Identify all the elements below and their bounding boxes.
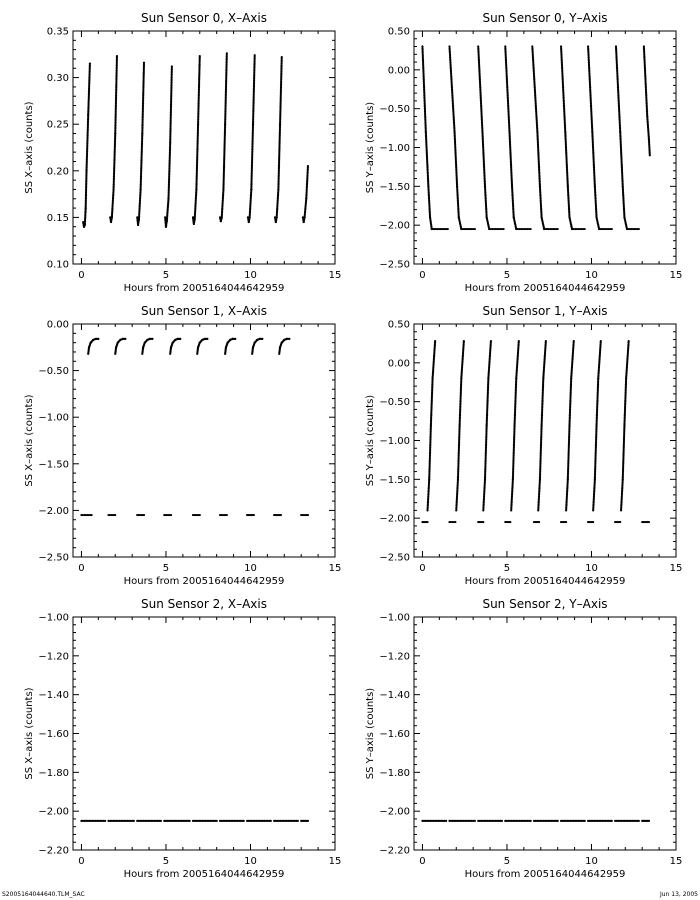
data-segment [136,62,145,226]
data-point [206,338,208,340]
data-point [502,228,504,230]
y-tick-label: −0.50 [379,397,410,409]
x-tick-label: 5 [503,563,511,574]
data-point [280,514,282,516]
data-segment [448,521,456,523]
x-tick-label: 10 [585,856,598,867]
data-point [89,63,91,65]
y-axis-label: SS Y–axis (counts) [365,394,376,487]
chart-panel-0 [24,11,341,294]
data-segment [587,521,594,523]
y-tick-label: −1.50 [379,181,410,193]
data-segment [251,338,263,355]
chart-panel-2 [24,304,341,587]
data-point [307,165,309,167]
y-tick-label: −2.00 [379,806,410,818]
y-tick-label: 0.10 [46,259,69,271]
data-point [611,820,613,822]
data-point [474,820,476,822]
data-point [638,228,640,230]
data-point [114,514,116,516]
y-tick-label: −1.40 [379,690,410,702]
data-point [179,338,181,340]
data-point [104,820,106,822]
data-segment [504,521,511,523]
y-tick-label: −2.00 [38,505,69,517]
data-segment [136,820,162,822]
data-segment [300,820,309,822]
data-segment [164,65,173,228]
y-tick-label: −1.00 [379,612,410,624]
data-segment [302,165,309,223]
x-tick-label: 0 [419,856,426,867]
data-segment [169,338,181,355]
data-segment [560,45,586,230]
data-point [199,514,201,516]
data-point [151,338,153,340]
data-segment [274,56,283,223]
data-segment [455,340,465,512]
data-point [226,52,228,54]
data-point [518,340,520,342]
data-segment [300,514,309,516]
chart-title: Sun Sensor 2, Y–Axis [482,597,608,611]
data-point [124,338,126,340]
y-tick-label: 0.00 [387,358,410,370]
data-segment [82,63,91,228]
data-segment [592,340,602,512]
chart-title: Sun Sensor 0, X–Axis [141,11,267,25]
y-tick-label: −1.80 [379,767,410,779]
data-point [160,820,162,822]
data-point [189,820,191,822]
data-segment [560,521,567,523]
chart-title: Sun Sensor 0, Y–Axis [482,11,608,25]
data-segment [163,514,172,516]
data-point [474,228,476,230]
data-point [171,65,173,67]
data-point [545,340,547,342]
data-point [648,521,650,523]
data-segment [421,45,449,230]
data-segment [614,820,640,822]
data-segment [246,820,272,822]
y-tick-label: −0.50 [38,366,69,378]
data-segment [533,521,540,523]
data-segment [109,55,118,223]
y-tick-label: 0.20 [46,166,69,178]
data-point [270,820,272,822]
data-segment [273,820,299,822]
data-segment [196,338,208,355]
data-segment [87,338,99,355]
data-segment [136,514,145,516]
y-tick-label: 0.00 [46,319,69,331]
data-segment [107,514,116,516]
data-series [421,340,650,523]
data-point [649,154,651,156]
x-tick-label: 5 [162,856,170,867]
x-axis-label: Hours from 2005164044642959 [123,576,285,587]
data-segment [421,820,447,822]
data-point [143,514,145,516]
data-point [454,521,456,523]
chart-title: Sun Sensor 1, X–Axis [141,304,267,318]
data-point [530,820,532,822]
x-axis-label: Hours from 2005164044642959 [123,869,285,880]
data-segment [477,521,484,523]
data-segment [247,54,256,223]
data-point [557,228,559,230]
data-segment [531,45,559,230]
data-segment [587,45,613,230]
x-tick-label: 15 [328,270,342,281]
data-series [80,820,309,822]
y-axis-label: SS Y–axis (counts) [365,101,376,194]
x-axis-label: Hours from 2005164044642959 [464,576,626,587]
y-tick-label: −1.80 [38,767,69,779]
y-tick-label: 0.35 [46,26,69,38]
data-point [557,820,559,822]
data-point [254,54,256,56]
x-tick-label: 15 [328,856,342,867]
y-tick-label: 0.50 [387,319,410,331]
data-point [490,340,492,342]
data-segment [643,45,651,156]
data-segment [107,820,135,822]
data-point [199,55,201,57]
data-series [421,820,650,822]
x-tick-label: 10 [244,563,257,574]
data-segment [504,45,532,230]
data-segment [560,820,586,822]
data-segment [504,820,532,822]
data-segment [421,521,428,523]
data-point [307,514,309,516]
data-segment [641,820,650,822]
data-series [82,52,309,228]
x-tick-label: 5 [162,270,170,281]
data-segment [587,820,613,822]
data-point [592,521,594,523]
data-segment [448,45,476,230]
y-tick-label: −1.50 [38,459,69,471]
data-segment [565,340,575,512]
data-point [600,340,602,342]
data-point [628,340,630,342]
data-point [573,340,575,342]
x-tick-label: 0 [78,563,85,574]
data-segment [641,521,650,523]
data-series [421,45,651,230]
data-segment [192,514,201,516]
data-point [447,228,449,230]
data-segment [482,340,492,512]
data-point [538,521,540,523]
data-point [530,228,532,230]
data-segment [224,338,236,355]
y-tick-label: 0.30 [46,73,69,85]
y-tick-label: −2.50 [379,552,410,564]
data-segment [192,820,218,822]
y-tick-label: 0.15 [46,212,69,224]
data-point [434,340,436,342]
data-segment [219,52,228,222]
data-point [611,228,613,230]
chart-panel-4 [24,597,341,880]
data-point [116,55,118,57]
y-tick-label: −1.00 [38,412,69,424]
footer-date: Jun 13, 2005 [659,891,698,898]
data-segment [114,338,126,355]
data-point [297,820,299,822]
y-tick-label: −2.00 [379,220,410,232]
y-tick-label: −2.20 [379,845,410,857]
data-point [463,340,465,342]
data-point [253,514,255,516]
x-tick-label: 0 [419,563,426,574]
data-point [501,820,503,822]
y-tick-label: −2.00 [38,806,69,818]
data-point [482,521,484,523]
data-segment [537,340,547,512]
data-point [170,514,172,516]
data-segment [192,55,201,225]
y-tick-label: −2.00 [379,513,410,525]
y-tick-label: 0.00 [387,65,410,77]
data-point [509,521,511,523]
data-segment [219,820,245,822]
data-point [143,62,145,64]
x-tick-label: 10 [244,270,257,281]
data-point [565,521,567,523]
x-tick-label: 5 [503,270,511,281]
data-segment [219,514,228,516]
x-tick-label: 5 [503,856,511,867]
x-tick-label: 10 [585,563,598,574]
data-point [243,820,245,822]
data-point [133,820,135,822]
y-tick-label: 0.25 [46,119,69,131]
x-axis-label: Hours from 2005164044642959 [464,869,626,880]
data-point [226,514,228,516]
plot-frame [414,617,676,850]
data-segment [615,45,640,230]
data-point [619,521,621,523]
data-segment [273,514,282,516]
plot-frame [73,324,335,557]
x-tick-label: 15 [669,856,683,867]
plot-frame [73,31,335,264]
data-series [80,338,309,516]
chart-panel-1 [365,11,682,294]
footer-filename: S2005164044640.TLM_SAC [2,891,85,898]
data-point [584,228,586,230]
data-point [307,820,309,822]
y-tick-label: −1.20 [38,651,69,663]
x-tick-label: 10 [585,270,598,281]
data-point [584,820,586,822]
data-segment [426,340,436,512]
y-axis-label: SS X–axis (counts) [24,394,35,487]
chart-panel-5 [365,597,682,880]
data-segment [163,820,191,822]
data-segment [620,340,630,512]
x-tick-label: 0 [78,270,85,281]
data-segment [80,820,106,822]
x-tick-label: 15 [328,563,342,574]
y-tick-label: −1.00 [379,143,410,154]
chart-title: Sun Sensor 1, Y–Axis [482,304,608,318]
chart-panel-3 [365,304,682,587]
x-tick-label: 15 [669,270,683,281]
y-tick-label: −1.00 [379,436,410,447]
y-axis-label: SS Y–axis (counts) [365,687,376,780]
x-tick-label: 0 [78,856,85,867]
data-point [445,820,447,822]
y-tick-label: −1.20 [379,651,410,663]
data-segment [141,338,153,355]
y-tick-label: −1.50 [379,474,410,486]
data-segment [278,338,290,355]
data-segment [448,820,476,822]
data-point [281,56,283,58]
data-segment [510,340,520,512]
data-segment [246,514,255,516]
data-point [288,338,290,340]
y-tick-label: −0.50 [379,104,410,116]
plot-frame [73,617,335,850]
x-tick-label: 5 [162,563,170,574]
data-point [648,820,650,822]
chart-title: Sun Sensor 2, X–Axis [141,597,267,611]
y-axis-label: SS X–axis (counts) [24,101,35,194]
x-tick-label: 15 [669,563,683,574]
y-tick-label: −2.50 [38,552,69,564]
data-point [426,521,428,523]
data-segment [614,521,621,523]
data-point [261,338,263,340]
x-tick-label: 10 [244,856,257,867]
y-tick-label: −2.50 [379,259,410,271]
y-axis-label: SS X–axis (counts) [24,687,35,780]
data-point [234,338,236,340]
x-axis-label: Hours from 2005164044642959 [123,283,285,294]
y-tick-label: −1.00 [38,612,69,624]
y-tick-label: −1.60 [38,729,69,740]
data-point [97,338,99,340]
x-tick-label: 0 [419,270,426,281]
data-point [90,514,92,516]
data-point [638,820,640,822]
data-segment [477,45,505,230]
data-segment [533,820,559,822]
data-segment [477,820,503,822]
y-tick-label: 0.50 [387,26,410,38]
y-tick-label: −1.40 [38,690,69,702]
data-point [216,820,218,822]
x-axis-label: Hours from 2005164044642959 [464,283,626,294]
y-tick-label: −1.60 [379,729,410,740]
data-segment [80,514,92,516]
y-tick-label: −2.20 [38,845,69,857]
